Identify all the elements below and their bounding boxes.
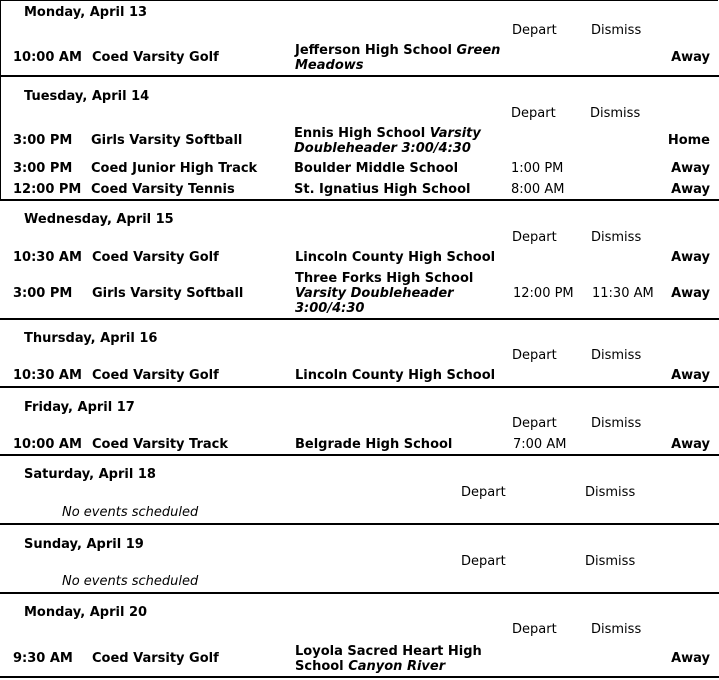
depart-header: Depart	[461, 554, 506, 569]
event-sport: Coed Varsity Golf	[92, 250, 219, 265]
event-sport: Girls Varsity Softball	[91, 133, 243, 148]
depart-header: Depart	[511, 106, 556, 121]
event-dismiss: 11:30 AM	[592, 286, 654, 301]
event-time: 10:30 AM	[13, 250, 82, 265]
event-depart: 7:00 AM	[513, 437, 567, 452]
opponent-name: Loyola Sacred Heart High School	[295, 644, 482, 674]
no-events-text: No events scheduled	[62, 574, 199, 589]
depart-header: Depart	[512, 416, 557, 431]
event-note: Canyon River	[348, 659, 446, 674]
day-block	[0, 594, 719, 678]
day-title: Tuesday, April 14	[24, 89, 150, 104]
event-opponent	[295, 437, 510, 452]
event-sport: Coed Varsity Golf	[92, 651, 219, 666]
event-time: 10:30 AM	[13, 368, 82, 383]
event-time: 3:00 PM	[13, 286, 73, 301]
opponent-name: Ennis High School	[294, 126, 426, 141]
event-sport: Coed Varsity Golf	[92, 368, 219, 383]
depart-header: Depart	[461, 485, 506, 500]
day-block	[0, 201, 719, 320]
dismiss-header: Dismiss	[590, 106, 641, 121]
opponent-name: Belgrade High School	[295, 437, 453, 452]
dismiss-header: Dismiss	[585, 554, 636, 569]
event-note: Varsity Doubleheader 3:00/4:30	[294, 126, 481, 156]
opponent-name: St. Ignatius High School	[294, 182, 471, 197]
day-block	[0, 388, 719, 456]
day-title: Friday, April 17	[24, 400, 135, 415]
event-location: Away	[671, 437, 710, 452]
opponent-name: Jefferson High School	[295, 43, 452, 58]
opponent-name: Three Forks High School	[295, 271, 474, 286]
event-time: 3:00 PM	[13, 133, 73, 148]
event-time: 12:00 PM	[13, 182, 82, 197]
day-title: Wednesday, April 15	[24, 212, 174, 227]
dismiss-header: Dismiss	[591, 23, 642, 38]
day-title: Sunday, April 19	[24, 537, 144, 552]
day-title: Monday, April 20	[24, 605, 148, 620]
day-block	[0, 77, 719, 201]
event-depart: 8:00 AM	[511, 182, 565, 197]
event-location: Home	[667, 133, 710, 148]
day-block	[0, 456, 719, 525]
event-sport: Coed Varsity Track	[92, 437, 229, 452]
day-title: Monday, April 13	[24, 5, 148, 20]
dismiss-header: Dismiss	[585, 485, 636, 500]
day-block	[0, 320, 719, 388]
no-events-text: No events scheduled	[62, 505, 199, 520]
event-location: Away	[671, 161, 710, 176]
depart-header: Depart	[512, 23, 557, 38]
event-sport: Coed Varsity Tennis	[91, 182, 235, 197]
event-time: 10:00 AM	[13, 437, 82, 452]
depart-header: Depart	[512, 622, 557, 637]
event-note: Green Meadows	[295, 43, 501, 73]
event-location: Away	[671, 368, 710, 383]
opponent-name: Lincoln County High School	[295, 368, 496, 383]
depart-header: Depart	[512, 348, 557, 363]
dismiss-header: Dismiss	[591, 622, 642, 637]
event-time: 9:30 AM	[13, 651, 73, 666]
event-location: Away	[671, 250, 710, 265]
event-opponent	[295, 368, 510, 383]
event-opponent	[295, 644, 495, 674]
day-title: Saturday, April 18	[24, 467, 156, 482]
dismiss-header: Dismiss	[591, 416, 642, 431]
event-sport: Coed Varsity Golf	[92, 50, 219, 65]
depart-header: Depart	[512, 230, 557, 245]
day-title: Thursday, April 16	[24, 331, 158, 346]
dismiss-header: Dismiss	[591, 230, 642, 245]
day-block	[0, 525, 719, 594]
event-location: Away	[671, 182, 710, 197]
event-location: Away	[671, 50, 710, 65]
dismiss-header: Dismiss	[591, 348, 642, 363]
event-opponent	[294, 126, 509, 156]
event-note: Varsity Doubleheader 3:00/4:30	[295, 286, 454, 316]
event-sport: Coed Junior High Track	[91, 161, 258, 176]
opponent-name: Lincoln County High School	[295, 250, 496, 265]
event-location: Away	[671, 651, 710, 666]
event-opponent	[294, 161, 509, 176]
event-opponent	[295, 43, 510, 73]
opponent-name: Boulder Middle School	[294, 161, 459, 176]
event-depart: 1:00 PM	[511, 161, 564, 176]
event-location: Away	[671, 286, 710, 301]
event-opponent	[295, 271, 495, 316]
event-time: 3:00 PM	[13, 161, 73, 176]
event-time: 10:00 AM	[13, 50, 82, 65]
event-opponent	[295, 250, 510, 265]
event-depart: 12:00 PM	[513, 286, 574, 301]
event-opponent	[294, 182, 509, 197]
day-block	[0, 0, 719, 77]
event-sport: Girls Varsity Softball	[92, 286, 244, 301]
